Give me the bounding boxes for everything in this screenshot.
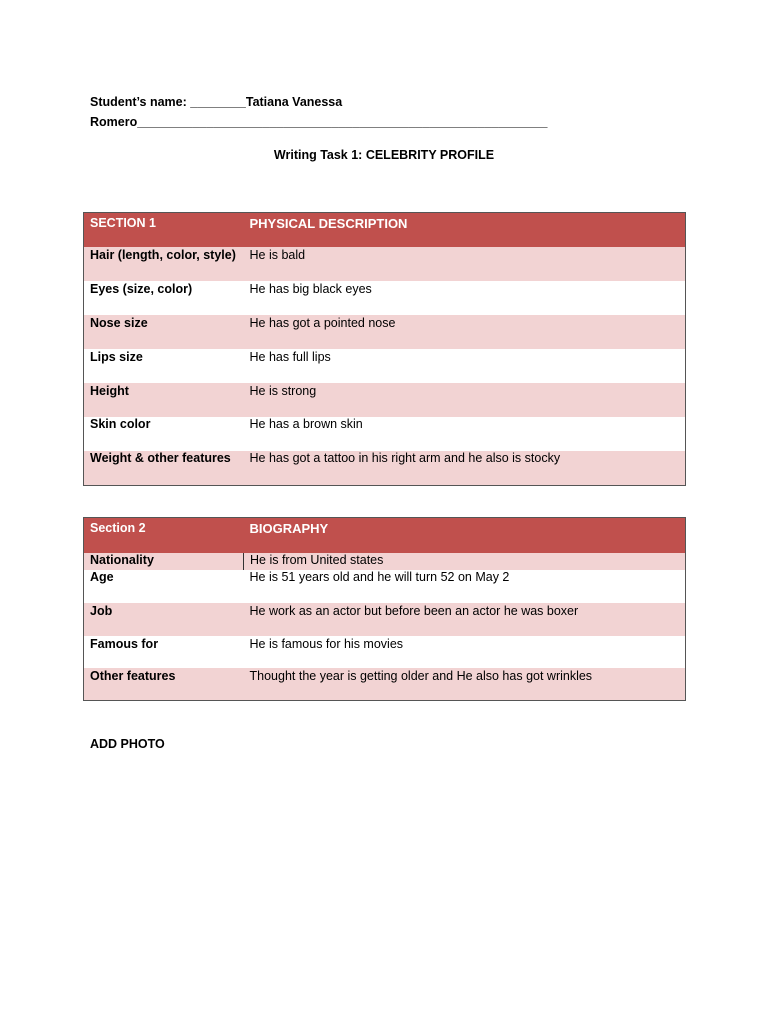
row-label: Skin color xyxy=(84,417,244,451)
table-row xyxy=(84,247,686,281)
row-value: He has a brown skin xyxy=(244,417,686,451)
row-label: Famous for xyxy=(84,636,244,668)
table-row xyxy=(84,668,686,701)
table-row xyxy=(84,315,686,349)
section1-label: SECTION 1 xyxy=(84,213,244,247)
row-label: Eyes (size, color) xyxy=(84,281,244,315)
row-label: Age xyxy=(84,570,244,603)
table-row xyxy=(84,636,686,668)
table-row xyxy=(84,570,686,603)
row-label: Job xyxy=(84,603,244,636)
row-value: He has full lips xyxy=(244,349,686,383)
student-name-line-2: Romero___________________________________________________________ xyxy=(90,115,548,129)
row-value: He has big black eyes xyxy=(244,281,686,315)
table-row xyxy=(84,451,686,486)
row-value: He work as an actor but before been an actor he was boxer xyxy=(244,603,686,636)
biography-table xyxy=(83,517,686,701)
row-value: Thought the year is getting older and He also has got wrinkles xyxy=(244,668,686,701)
row-label: Height xyxy=(84,383,244,417)
section2-label: Section 2 xyxy=(84,518,244,553)
row-label: Lips size xyxy=(84,349,244,383)
section2-heading: BIOGRAPHY xyxy=(244,518,686,553)
table-row xyxy=(84,281,686,315)
section1-heading: PHYSICAL DESCRIPTION xyxy=(244,213,686,247)
row-value: He is bald xyxy=(244,247,686,281)
row-value: He is 51 years old and he will turn 52 on May 2 xyxy=(244,570,686,603)
row-value: He has got a tattoo in his right arm and he also is stocky xyxy=(244,451,686,486)
physical-description-table xyxy=(83,212,686,486)
table-row xyxy=(84,349,686,383)
section2-header-row xyxy=(84,518,686,553)
row-label: Nose size xyxy=(84,315,244,349)
row-label: Nationality xyxy=(84,553,244,570)
table-row xyxy=(84,383,686,417)
row-value: He is from United states xyxy=(244,553,686,570)
section1-header-row xyxy=(84,213,686,247)
row-value: He is strong xyxy=(244,383,686,417)
table-row xyxy=(84,417,686,451)
add-photo-label: ADD PHOTO xyxy=(90,737,165,751)
row-value: He has got a pointed nose xyxy=(244,315,686,349)
row-label: Other features xyxy=(84,668,244,701)
row-label: Weight & other features xyxy=(84,451,244,486)
student-name-line-1: Student’s name: ________Tatiana Vanessa xyxy=(90,95,343,109)
page-title: Writing Task 1: CELEBRITY PROFILE xyxy=(273,148,495,162)
table-row xyxy=(84,553,686,570)
table-row xyxy=(84,603,686,636)
row-value: He is famous for his movies xyxy=(244,636,686,668)
row-label: Hair (length, color, style) xyxy=(84,247,244,281)
